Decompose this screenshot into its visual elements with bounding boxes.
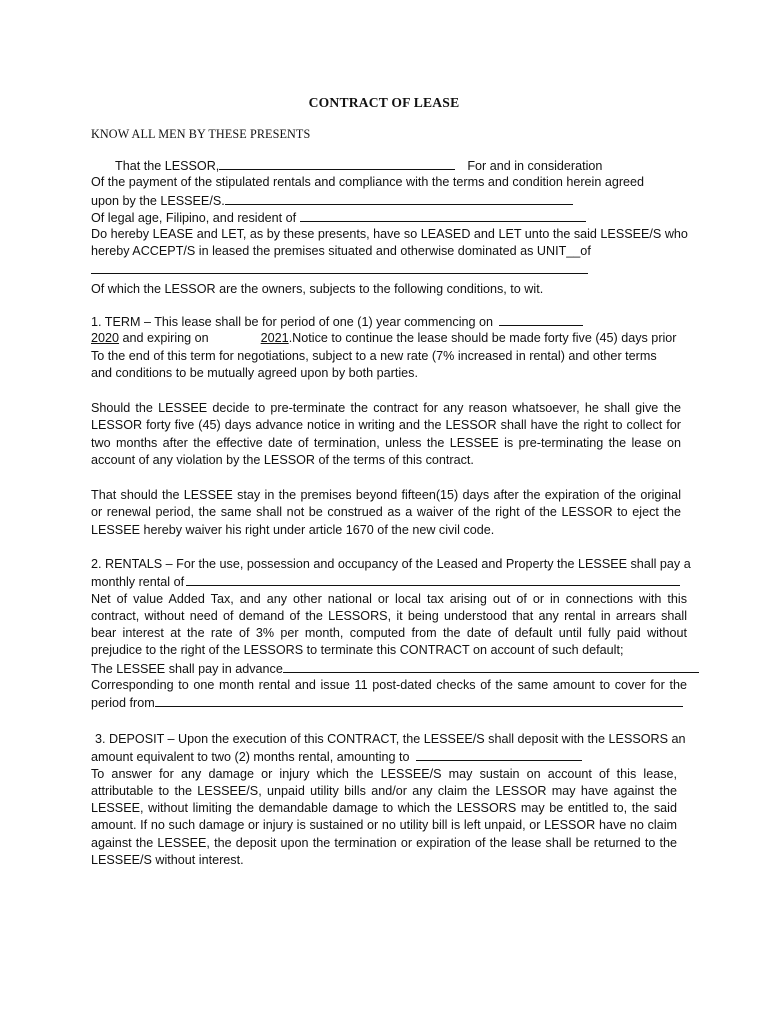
intro-line bbox=[91, 157, 681, 174]
document-title: CONTRACT OF LEASE bbox=[308, 95, 460, 110]
intro-line: Of which the LESSOR are the owners, subjects to the following conditions, to wit. bbox=[91, 282, 544, 297]
term-section bbox=[91, 313, 681, 382]
preamble: KNOW ALL MEN BY THESE PRESENTS bbox=[91, 127, 311, 141]
intro-line bbox=[91, 261, 681, 278]
monthly-rental-blank bbox=[186, 573, 680, 586]
advance-payment-blank bbox=[283, 660, 699, 673]
residence-blank bbox=[300, 209, 586, 222]
deposit-section: 3. DEPOSIT – Upon the execution of this CONTRACT, the LESSEE/S shall deposit with the LESSORS an amount equivalent to two (2) months rental, amounting to To answer for any damage or injury which the LESSEE/S may sustain on account of this lease, attributable to the LESSEE/S, unpaid utility bills and/or any claim the LESSOR may have against the LESSEE, without limiting the demandable damage to which the LESSORS may be entitled to, the said amount. If no such damage or injury is sustained or no utility bill is left unpaid, or LESSOR have no claim against the LESSEE, the deposit upon the termination or expiration of the lease shall be returned to the LESSEE/S without interest. bbox=[91, 732, 686, 868]
unit-address-blank bbox=[91, 261, 588, 274]
intro-line: Of legal age, Filipino, and resident of bbox=[91, 209, 681, 226]
holdover-paragraph: That should the LESSEE stay in the premises beyond fifteen(15) days after the expiration of the original or renewal period, the same shall not be construed as a waiver of the right of the LESSOR to eject the LESSEE hereby waiver his right under article 1670 of the new civil code. bbox=[91, 488, 681, 537]
rentals-section: 2. RENTALS – For the use, possession and occupancy of the Leased and Property the LESSEE shall pay a monthly rental of Net of value Added Tax, and any other national or local tax arising out of or in connections with this contract, without need of demand of the LESSORS, it being understood that any rental in arrears shall bear interest at the rate of 3% per month, computed from the date of default until fully paid without prejudice to the right of the LESSORS to terminate this CONTRACT on account of such default; The LESSEE shall pay in advance Corresponding to one month rental and issue 11 post-dated checks of the same amount to cover for the period from bbox=[91, 556, 687, 712]
period-blank bbox=[155, 694, 683, 707]
term-line: 2020 and expiring on 2021.Notice to continue the lease should be made forty five (45) days prior bbox=[91, 331, 677, 346]
lessor-name-blank bbox=[219, 157, 455, 170]
lessee-name-blank bbox=[225, 192, 573, 205]
deposit-amount-blank bbox=[416, 748, 582, 761]
commencement-date-blank bbox=[499, 313, 583, 326]
term-line: To the end of this term for negotiations, subject to a new rate (7% increased in rental) and other terms bbox=[91, 348, 657, 363]
consideration-text: For and in consideration bbox=[467, 159, 603, 173]
lessor-label: That the LESSOR, bbox=[115, 159, 220, 173]
start-year: 2020 bbox=[91, 331, 120, 346]
pretermination-paragraph: Should the LESSEE decide to pre-terminate the contract for any reason whatsoever, he shall give the LESSOR forty five (45) days advance notice in writing and the LESSOR shall have the right to collect for two months after the effective date of termination, unless the LESSEE is pre-terminating the lease on account of any violation by the LESSOR of the terms of this contract. bbox=[91, 401, 681, 467]
intro-paragraph bbox=[91, 157, 688, 298]
term-line: and conditions to be mutually agreed upon by both parties. bbox=[91, 365, 418, 380]
intro-line: Of the payment of the stipulated rentals and compliance with the terms and condition herein agreed bbox=[91, 175, 645, 190]
intro-line: hereby ACCEPT/S in leased the premises situated and otherwise dominated as UNIT__of bbox=[91, 244, 591, 259]
intro-line: upon by the LESSEE/S. bbox=[91, 192, 681, 209]
end-year: 2021 bbox=[260, 331, 289, 346]
term-line: 1. TERM – This lease shall be for period of one (1) year commencing on bbox=[91, 313, 681, 330]
intro-line: Do hereby LEASE and LET, as by these presents, have so LEASED and LET unto the said LESSEE/S who bbox=[91, 227, 688, 242]
